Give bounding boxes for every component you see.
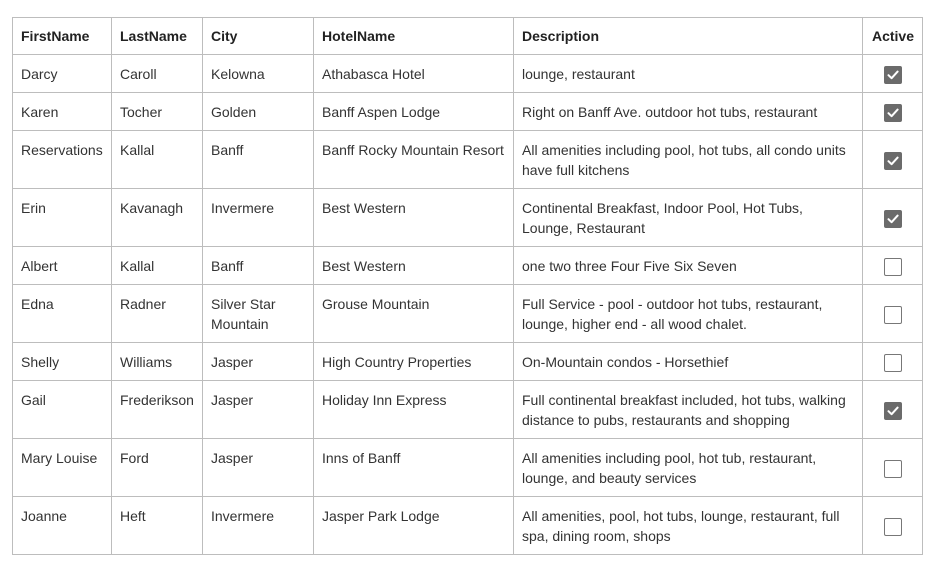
- cell-active: [863, 189, 923, 247]
- active-checkbox[interactable]: [884, 460, 902, 478]
- cell-last-name: Radner: [112, 285, 203, 343]
- cell-hotel-name: Best Western: [314, 189, 514, 247]
- column-header-city[interactable]: City: [203, 18, 314, 55]
- table-row[interactable]: [13, 381, 923, 439]
- cell-first-name: Darcy: [13, 55, 112, 93]
- cell-first-name: Gail: [13, 381, 112, 439]
- cell-active: [863, 439, 923, 497]
- cell-description: lounge, restaurant: [514, 55, 863, 93]
- cell-active: [863, 285, 923, 343]
- cell-first-name: Erin: [13, 189, 112, 247]
- cell-first-name: Joanne: [13, 497, 112, 555]
- cell-active: [863, 93, 923, 131]
- active-checkbox[interactable]: [884, 104, 902, 122]
- cell-city: Jasper: [203, 439, 314, 497]
- cell-city: Banff: [203, 131, 314, 189]
- cell-last-name: Tocher: [112, 93, 203, 131]
- cell-description: one two three Four Five Six Seven: [514, 247, 863, 285]
- checkmark-icon: [886, 404, 900, 418]
- cell-first-name: Albert: [13, 247, 112, 285]
- cell-description: Full continental breakfast included, hot tubs, walking distance to pubs, restaurants and shopping: [514, 381, 863, 439]
- cell-last-name: Kallal: [112, 247, 203, 285]
- cell-last-name: Williams: [112, 343, 203, 381]
- table-row[interactable]: [13, 247, 923, 285]
- table-row[interactable]: [13, 497, 923, 555]
- cell-active: [863, 497, 923, 555]
- cell-last-name: Kallal: [112, 131, 203, 189]
- cell-city: Silver Star Mountain: [203, 285, 314, 343]
- active-checkbox[interactable]: [884, 152, 902, 170]
- cell-hotel-name: Best Western: [314, 247, 514, 285]
- cell-city: Jasper: [203, 343, 314, 381]
- table-header: [13, 18, 923, 55]
- cell-active: [863, 343, 923, 381]
- cell-description: Continental Breakfast, Indoor Pool, Hot Tubs, Lounge, Restaurant: [514, 189, 863, 247]
- table-row[interactable]: [13, 93, 923, 131]
- table-row[interactable]: [13, 343, 923, 381]
- cell-hotel-name: Inns of Banff: [314, 439, 514, 497]
- cell-first-name: Edna: [13, 285, 112, 343]
- cell-hotel-name: Banff Aspen Lodge: [314, 93, 514, 131]
- cell-hotel-name: Banff Rocky Mountain Resort: [314, 131, 514, 189]
- active-checkbox[interactable]: [884, 210, 902, 228]
- active-checkbox[interactable]: [884, 306, 902, 324]
- active-checkbox[interactable]: [884, 354, 902, 372]
- cell-city: Golden: [203, 93, 314, 131]
- cell-city: Kelowna: [203, 55, 314, 93]
- table-row[interactable]: [13, 285, 923, 343]
- cell-last-name: Ford: [112, 439, 203, 497]
- cell-description: All amenities, pool, hot tubs, lounge, restaurant, full spa, dining room, shops: [514, 497, 863, 555]
- checkmark-icon: [886, 68, 900, 82]
- cell-description: All amenities including pool, hot tubs, all condo units have full kitchens: [514, 131, 863, 189]
- cell-active: [863, 247, 923, 285]
- cell-hotel-name: Jasper Park Lodge: [314, 497, 514, 555]
- column-header-active[interactable]: Active: [863, 18, 923, 55]
- cell-hotel-name: High Country Properties: [314, 343, 514, 381]
- cell-last-name: Frederikson: [112, 381, 203, 439]
- cell-hotel-name: Grouse Mountain: [314, 285, 514, 343]
- table-row[interactable]: [13, 439, 923, 497]
- cell-first-name: Shelly: [13, 343, 112, 381]
- active-checkbox[interactable]: [884, 258, 902, 276]
- cell-active: [863, 131, 923, 189]
- checkmark-icon: [886, 212, 900, 226]
- cell-active: [863, 381, 923, 439]
- table-row[interactable]: [13, 131, 923, 189]
- checkmark-icon: [886, 154, 900, 168]
- hotel-table-container: [12, 17, 922, 555]
- cell-city: Invermere: [203, 497, 314, 555]
- cell-last-name: Kavanagh: [112, 189, 203, 247]
- checkmark-icon: [886, 106, 900, 120]
- cell-description: Right on Banff Ave. outdoor hot tubs, restaurant: [514, 93, 863, 131]
- column-header-first-name[interactable]: FirstName: [13, 18, 112, 55]
- cell-first-name: Karen: [13, 93, 112, 131]
- cell-city: Invermere: [203, 189, 314, 247]
- cell-active: [863, 55, 923, 93]
- cell-first-name: Reservations: [13, 131, 112, 189]
- cell-description: On-Mountain condos - Horsethief: [514, 343, 863, 381]
- cell-hotel-name: Athabasca Hotel: [314, 55, 514, 93]
- hotel-contacts-table: [12, 17, 923, 555]
- active-checkbox[interactable]: [884, 518, 902, 536]
- cell-description: Full Service - pool - outdoor hot tubs, restaurant, lounge, higher end - all wood chalet.: [514, 285, 863, 343]
- cell-last-name: Heft: [112, 497, 203, 555]
- active-checkbox[interactable]: [884, 66, 902, 84]
- table-row[interactable]: [13, 55, 923, 93]
- cell-hotel-name: Holiday Inn Express: [314, 381, 514, 439]
- column-header-last-name[interactable]: LastName: [112, 18, 203, 55]
- active-checkbox[interactable]: [884, 402, 902, 420]
- cell-last-name: Caroll: [112, 55, 203, 93]
- cell-first-name: Mary Louise: [13, 439, 112, 497]
- table-row[interactable]: [13, 189, 923, 247]
- table-body: [13, 55, 923, 555]
- cell-description: All amenities including pool, hot tub, restaurant, lounge, and beauty services: [514, 439, 863, 497]
- header-row: [13, 18, 923, 55]
- cell-city: Jasper: [203, 381, 314, 439]
- column-header-hotel-name[interactable]: HotelName: [314, 18, 514, 55]
- column-header-description[interactable]: Description: [514, 18, 863, 55]
- cell-city: Banff: [203, 247, 314, 285]
